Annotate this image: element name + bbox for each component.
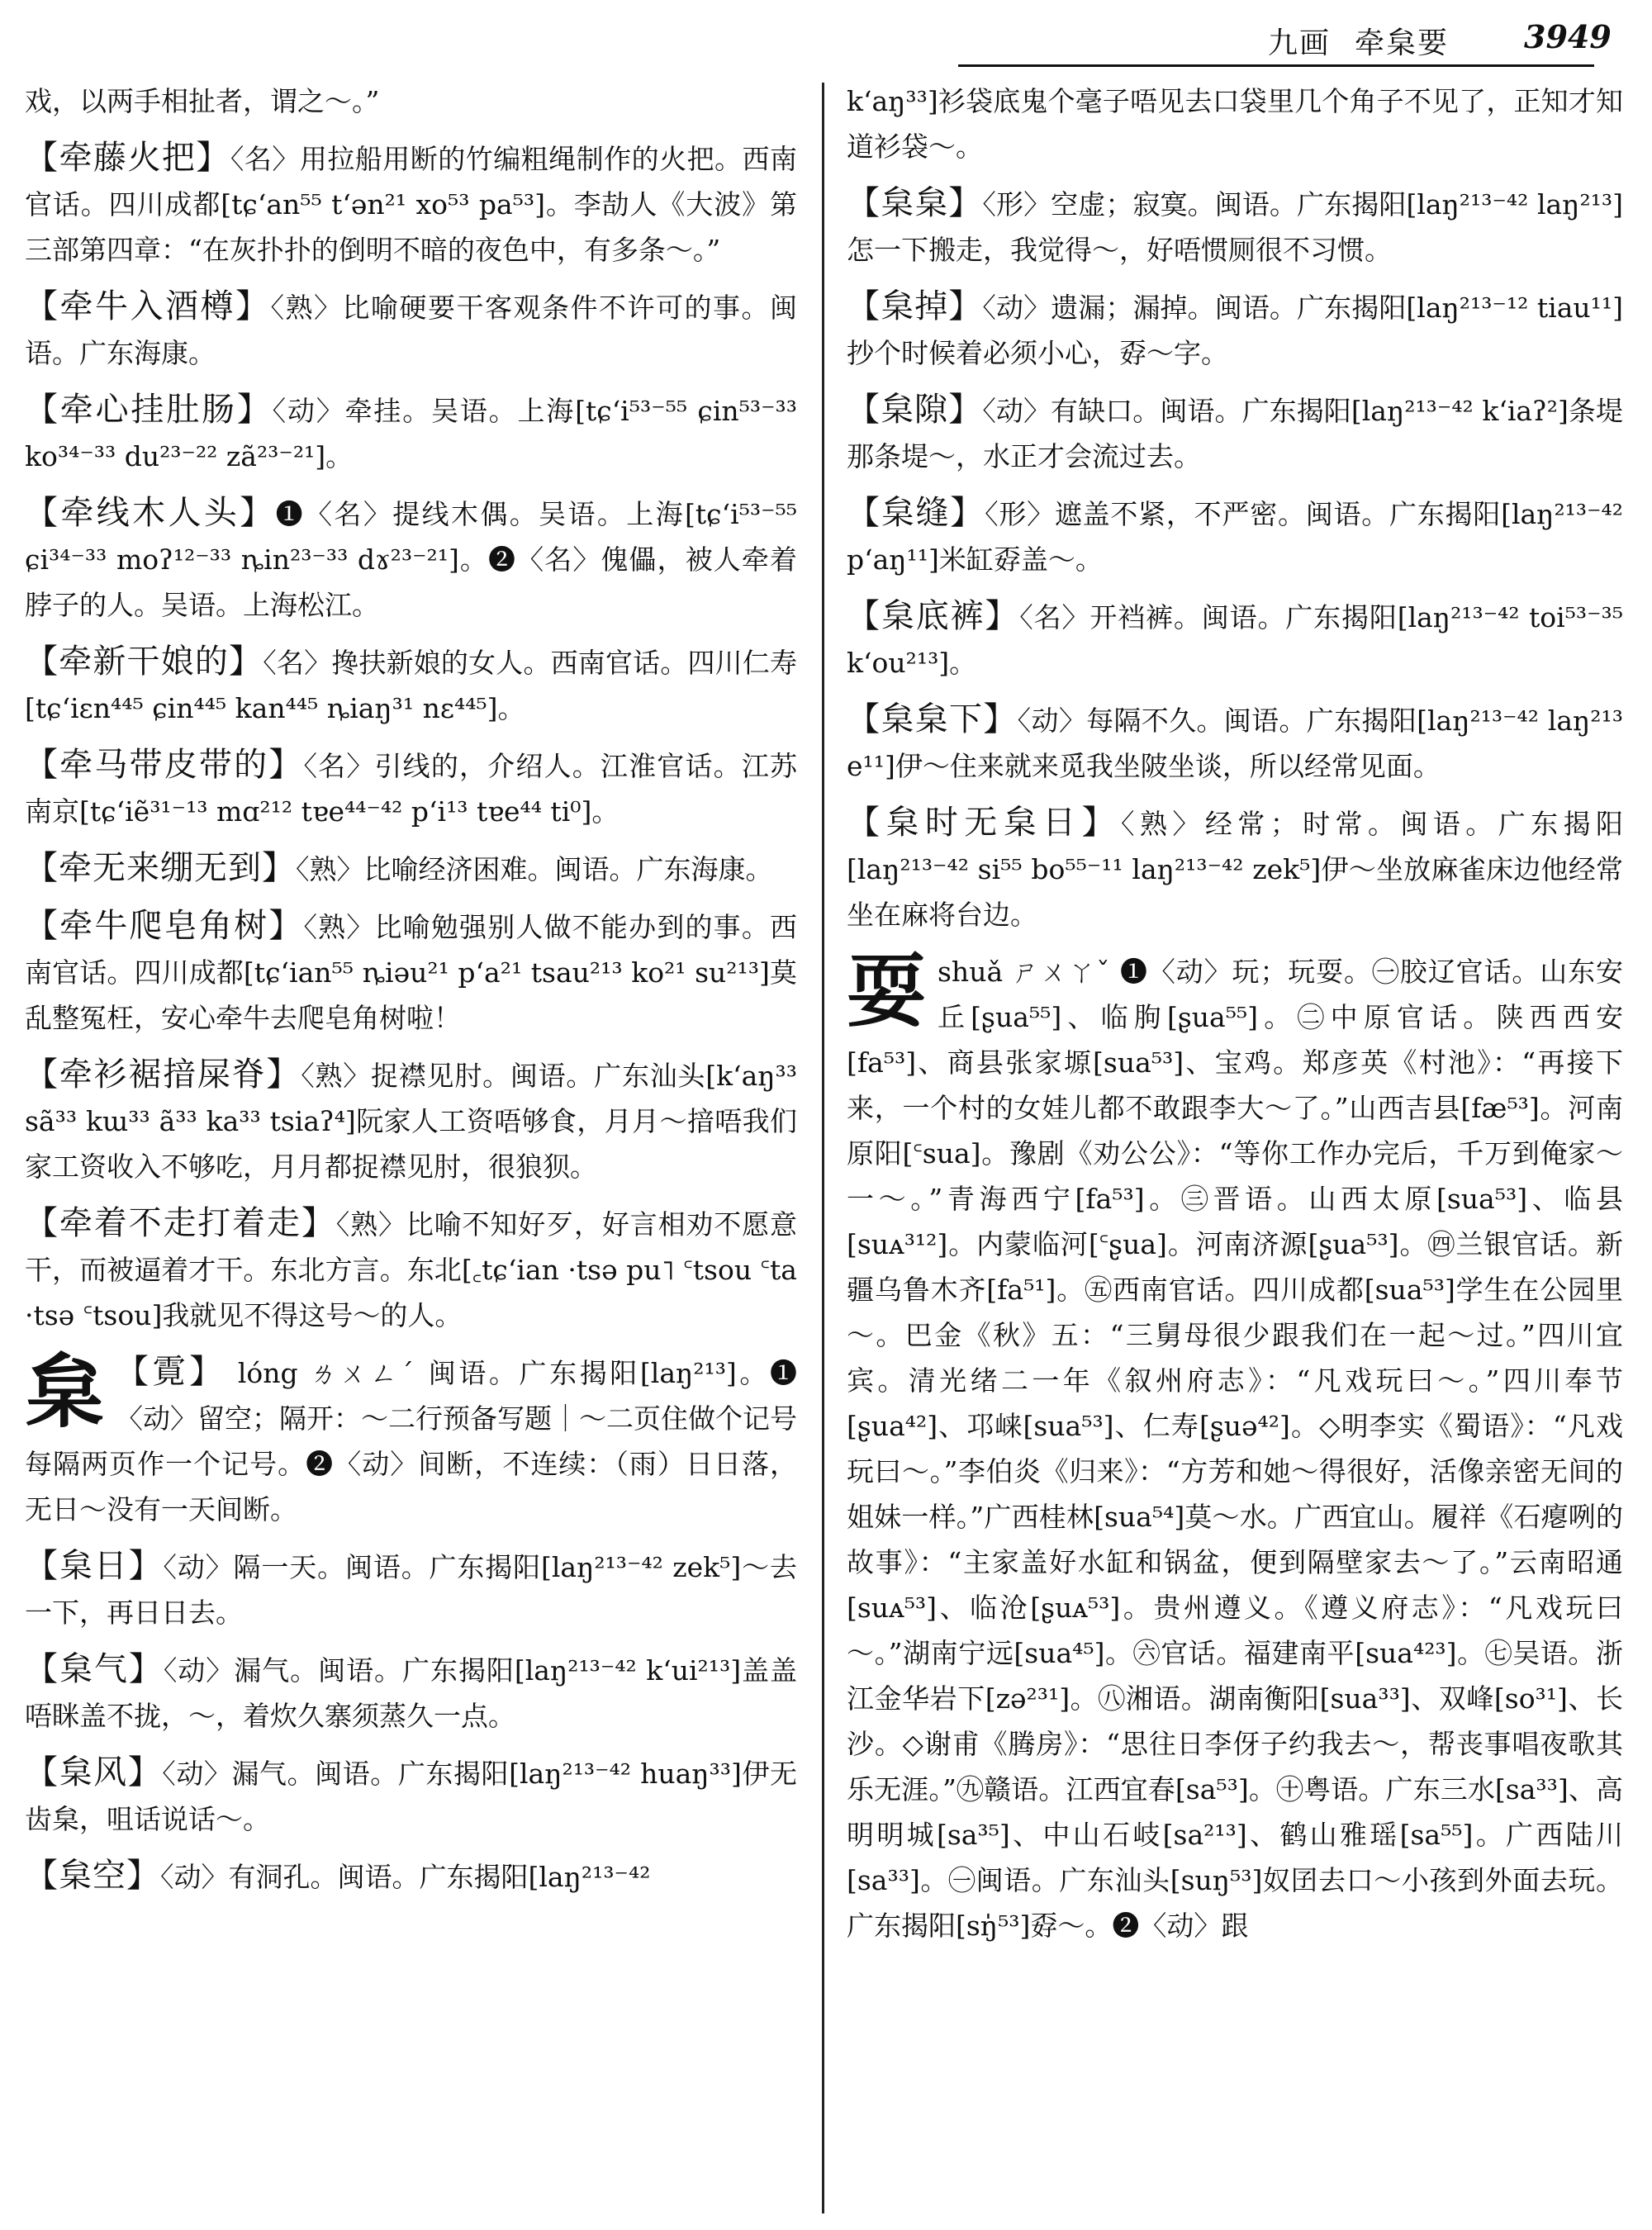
head-character: 耍	[847, 945, 926, 1038]
dictionary-entry	[25, 1750, 797, 1842]
dictionary-entry	[25, 387, 797, 479]
entry-headword: 【牵线木人头】	[25, 494, 276, 532]
entry-definition: 〈熟〉比喻经济困难。闽语。广东海康。	[296, 853, 773, 885]
pinyin: lóng ㄌㄨㄥˊ	[237, 1357, 417, 1389]
entry-definition: 闽语。广东揭阳[laŋ²¹³]。❶〈动〉留空；隔开：～二行预备写题｜～二页住做个记号每隔两页作一个记号。❷〈动〉间断，不连续：（雨）日日落，无日～没有一天间断。	[25, 1357, 797, 1525]
dictionary-entry	[25, 904, 797, 1041]
right-column	[847, 78, 1623, 2218]
entry-headword: 【枲枲】	[847, 184, 983, 222]
entry-definition: 〈熟〉比喻硬要干客观条件不许可的事。闽语。广东海康。	[25, 292, 797, 369]
header-section: 九画	[1268, 26, 1332, 60]
dictionary-entry	[25, 1201, 797, 1338]
dictionary-entry	[25, 1544, 797, 1635]
dictionary-entry	[25, 1853, 797, 1900]
entry-definition: 〈动〉每隔不久。闽语。广东揭阳[laŋ²¹³⁻⁴² laŋ²¹³ e¹¹]伊～住来就来觅我坐陂坐谈，所以经常见面。	[847, 705, 1623, 782]
entry-headword: 【枲缝】	[847, 494, 985, 532]
entry-headword: 【牵马带皮带的】	[25, 746, 304, 784]
entry-definition: 〈熟〉比喻勉强别人做不能办到的事。西南官话。四川成都[tɕʻian⁵⁵ ȵiəu²¹ pʻa²¹ tsau²¹³ ko²¹ su²¹³]莫乱整冤枉，安心牵牛去爬皂角树啦！	[25, 911, 797, 1034]
pinyin: shuǎ ㄕㄨㄚˇ	[938, 956, 1111, 988]
entry-headword: 【牵牛入酒樽】	[25, 287, 271, 325]
page-header	[0, 0, 1652, 74]
entry-headword: 【枲日】	[25, 1547, 164, 1585]
dictionary-entry	[25, 846, 797, 892]
header-characters: 牵枲要	[1355, 26, 1450, 60]
dictionary-entry	[25, 1647, 797, 1739]
entry-definition: 〈形〉遮盖不紧，不严密。闽语。广东揭阳[laŋ²¹³⁻⁴² pʻaŋ¹¹]米缸孬盖～。	[847, 498, 1623, 576]
head-character: 枲	[25, 1345, 104, 1439]
entry-headword: 【牵无来绷无到】	[25, 849, 296, 887]
dictionary-entry	[25, 743, 797, 834]
dictionary-entry	[25, 491, 797, 628]
entry-headword: 【牵心挂肚肠】	[25, 391, 273, 429]
entry-definition: ❶〈动〉玩；玩耍。㊀胶辽官话。山东安丘[ʂua⁵⁵]、临朐[ʂua⁵⁵]。㊁中原官话。陕西西安[fa⁵³]、商县张家塬[sua⁵³]、宝鸡。郑彦英《村池》：“再接下来，一个村的女娃儿都不敢跟李大～了。”山西吉县[fæ⁵³]。河南原阳[꜂sua]。豫剧《劝公公》：“等你工作办完后，千万到俺家～一～。”青海西宁[fa⁵³]。㊂晋语。山西太原[sua⁵³]、临县[suᴀ³¹²]。内蒙临河[꜂ʂua]。河南济源[ʂua⁵³]。㊃兰银官话。新疆乌鲁木齐[fa⁵¹]。㊄西南官话。四川成都[sua⁵³]学生在公园里～。巴金《秋》五：“三舅母很少跟我们在一起～过。”四川宜宾。清光绪二一年《叙州府志》：“凡戏玩曰～。”四川奉节[ʂua⁴²]、邛崃[sua⁵³]、仁寿[ʂuə⁴²]。◇明李实《蜀语》：“凡戏玩曰～。”李伯炎《归来》：“方芳和她～得很好，活像亲密无间的姐妹一样。”广西桂林[sua⁵⁴]莫～水。广西宜山。履祥《石瘪咧的故事》：“主家盖好水缸和锅盆，便到隔壁家去～了。”云南昭通[suᴀ⁵³]、临沧[ʂuᴀ⁵³]。贵州遵义。《遵义府志》：“凡戏玩曰～。”湖南宁远[sua⁴⁵]。㊅官话。福建南平[sua⁴²³]。㊆吴语。浙江金华岩下[zə²³¹]。㊇湘语。湖南衡阳[sua³³]、双峰[so³¹]、长沙。◇谢甫《腾房》：“思往日李伢子约我去～，帮丧事唱夜歌其乐无涯。”㊈赣语。江西宜春[sa⁵³]。㊉粤语。广东三水[sa³³]、高明明城[sa³⁵]、中山石岐[sa²¹³]、鹤山雅瑶[sa⁵⁵]。广西陆川[sa³³]。㊀闽语。广东汕头[suŋ⁵³]奴囝去口～小孩到外面去玩。广东揭阳[sŋ̍⁵³]孬～。❷〈动〉跟	[847, 956, 1623, 1942]
entry-headword: 【牵新干娘的】	[25, 643, 263, 681]
entry-definition: 〈动〉漏气。闽语。广东揭阳[laŋ²¹³⁻⁴² huaŋ³³]伊无齿枲，咀话说话～。	[25, 1758, 797, 1835]
entry-headword: 【枲空】	[25, 1857, 160, 1895]
dictionary-entry	[25, 284, 797, 376]
variant-form: 【䨘】	[116, 1353, 226, 1391]
entry-definition: 〈动〉遗漏；漏掉。闽语。广东揭阳[laŋ²¹³⁻¹² tiau¹¹]抄个时候着必须小心，孬～字。	[847, 292, 1623, 369]
dictionary-entry	[847, 181, 1623, 273]
entry-definition: 〈熟〉捉襟见肘。闽语。广东汕头[kʻaŋ³³ sã³³ kɯ³³ ã³³ ka³³ tsiaʔ⁴]阮家人工资唔够食，月月～揞唔我们家工资收入不够吃，月月都捉襟见肘，很狼狈。	[25, 1060, 797, 1183]
entry-headword: 【牵藤火把】	[25, 139, 230, 177]
entry-headword: 【枲气】	[25, 1650, 164, 1688]
entry-definition: 〈动〉漏气。闽语。广东揭阳[laŋ²¹³⁻⁴² kʻui²¹³]盖盖唔眯盖不拢，～，着炊久寨须蒸久一点。	[25, 1654, 797, 1732]
dictionary-entry	[25, 1052, 797, 1189]
entry-definition: 〈形〉空虚；寂寞。闽语。广东揭阳[laŋ²¹³⁻⁴² laŋ²¹³]怎一下搬走，我觉得～，好唔惯厕很不习惯。	[847, 188, 1623, 266]
entry-headword: 【枲掉】	[847, 287, 983, 325]
head-character-entry	[847, 945, 1623, 1948]
entry-definition: 〈动〉隔一天。闽语。广东揭阳[laŋ²¹³⁻⁴² zek⁵]～去一下，再日日去。	[25, 1551, 797, 1629]
entry-headword: 【牵着不走打着走】	[25, 1204, 336, 1242]
dictionary-entry	[847, 284, 1623, 376]
dictionary-entry	[847, 491, 1623, 582]
entry-definition: 〈名〉搀扶新娘的女人。西南官话。四川仁寿[tɕʻiɛn⁴⁴⁵ ɕin⁴⁴⁵ kan⁴⁴⁵ ȵiaŋ³¹ nɛ⁴⁴⁵]。	[25, 647, 797, 724]
entry-headword: 【枲时无枲日】	[847, 804, 1122, 842]
entry-headword: 【枲风】	[25, 1753, 163, 1791]
dictionary-entry	[847, 800, 1623, 937]
column-divider	[822, 83, 824, 2213]
entry-definition: 〈动〉有缺口。闽语。广东揭阳[laŋ²¹³⁻⁴² kʻiaʔ²]条堤那条堤～，水正才会流过去。	[847, 395, 1623, 472]
dictionary-entry	[25, 135, 797, 273]
entry-headword: 【牵牛爬皂角树】	[25, 907, 304, 945]
entry-headword: 【枲隙】	[847, 391, 983, 429]
head-character-entry	[25, 1345, 797, 1532]
dictionary-entry	[25, 639, 797, 731]
dictionary-entry	[847, 594, 1623, 686]
continuation-text: kʻaŋ³³]衫袋底鬼个毫子唔见去口袋里几个角子不见了，正知才知道衫袋～。	[847, 85, 1623, 163]
page-number: 3949	[1524, 18, 1612, 55]
entry-headword: 【牵衫裾揞屎脊】	[25, 1056, 301, 1094]
entry-definition: 〈名〉用拉船用断的竹编粗绳制作的火把。西南官话。四川成都[tɕʻan⁵⁵ tʻən²¹ xo⁵³ pa⁵³]。李劼人《大波》第三部第四章：“在灰扑扑的倒明不暗的夜色中，有多条～。”	[25, 143, 797, 266]
entry-headword: 【枲底裤】	[847, 597, 1020, 635]
continuation-text: 戏，以两手相扯者，谓之～。”	[25, 85, 380, 117]
entry-headword: 【枲枲下】	[847, 700, 1018, 738]
entry-definition: ❶〈名〉提线木偶。吴语。上海[tɕʻi⁵³⁻⁵⁵ ɕi³⁴⁻³³ moʔ¹²⁻³³ ȵin²³⁻³³ dɤ²³⁻²¹]。❷〈名〉傀儡，被人牵着脖子的人。吴语。上海松江。	[25, 498, 797, 621]
left-column	[25, 78, 797, 2218]
dictionary-entry	[847, 697, 1623, 789]
dictionary-entry	[847, 387, 1623, 479]
entry-definition: 〈熟〉比喻不知好歹，好言相劝不愿意干，而被逼着才干。东北方言。东北[꜀tɕʻian ·tsə pu˥ ꜂tsou ꜂ta ·tsə ꜂tsou]我就见不得这号～的人。	[25, 1208, 797, 1331]
entry-definition: 〈名〉开裆裤。闽语。广东揭阳[laŋ²¹³⁻⁴² toi⁵³⁻³⁵ kʻou²¹³]。	[847, 601, 1623, 679]
entry-definition: 〈动〉有洞孔。闽语。广东揭阳[laŋ²¹³⁻⁴²	[160, 1861, 651, 1893]
header-rule	[958, 64, 1594, 67]
entry-definition: 〈动〉牵挂。吴语。上海[tɕʻi⁵³⁻⁵⁵ ɕin⁵³⁻³³ ko³⁴⁻³³ du²³⁻²² zã²³⁻²¹]。	[25, 395, 797, 472]
entry-definition: 〈熟〉经常；时常。闽语。广东揭阳[laŋ²¹³⁻⁴² si⁵⁵ bo⁵⁵⁻¹¹ laŋ²¹³⁻⁴² zek⁵]伊～坐放麻雀床边他经常坐在麻将台边。	[847, 808, 1623, 931]
entry-definition: 〈名〉引线的，介绍人。江淮官话。江苏南京[tɕʻiẽ³¹⁻¹³ mɑ²¹² tɐe⁴⁴⁻⁴² pʻi¹³ tɐe⁴⁴ ti⁰]。	[25, 750, 797, 828]
